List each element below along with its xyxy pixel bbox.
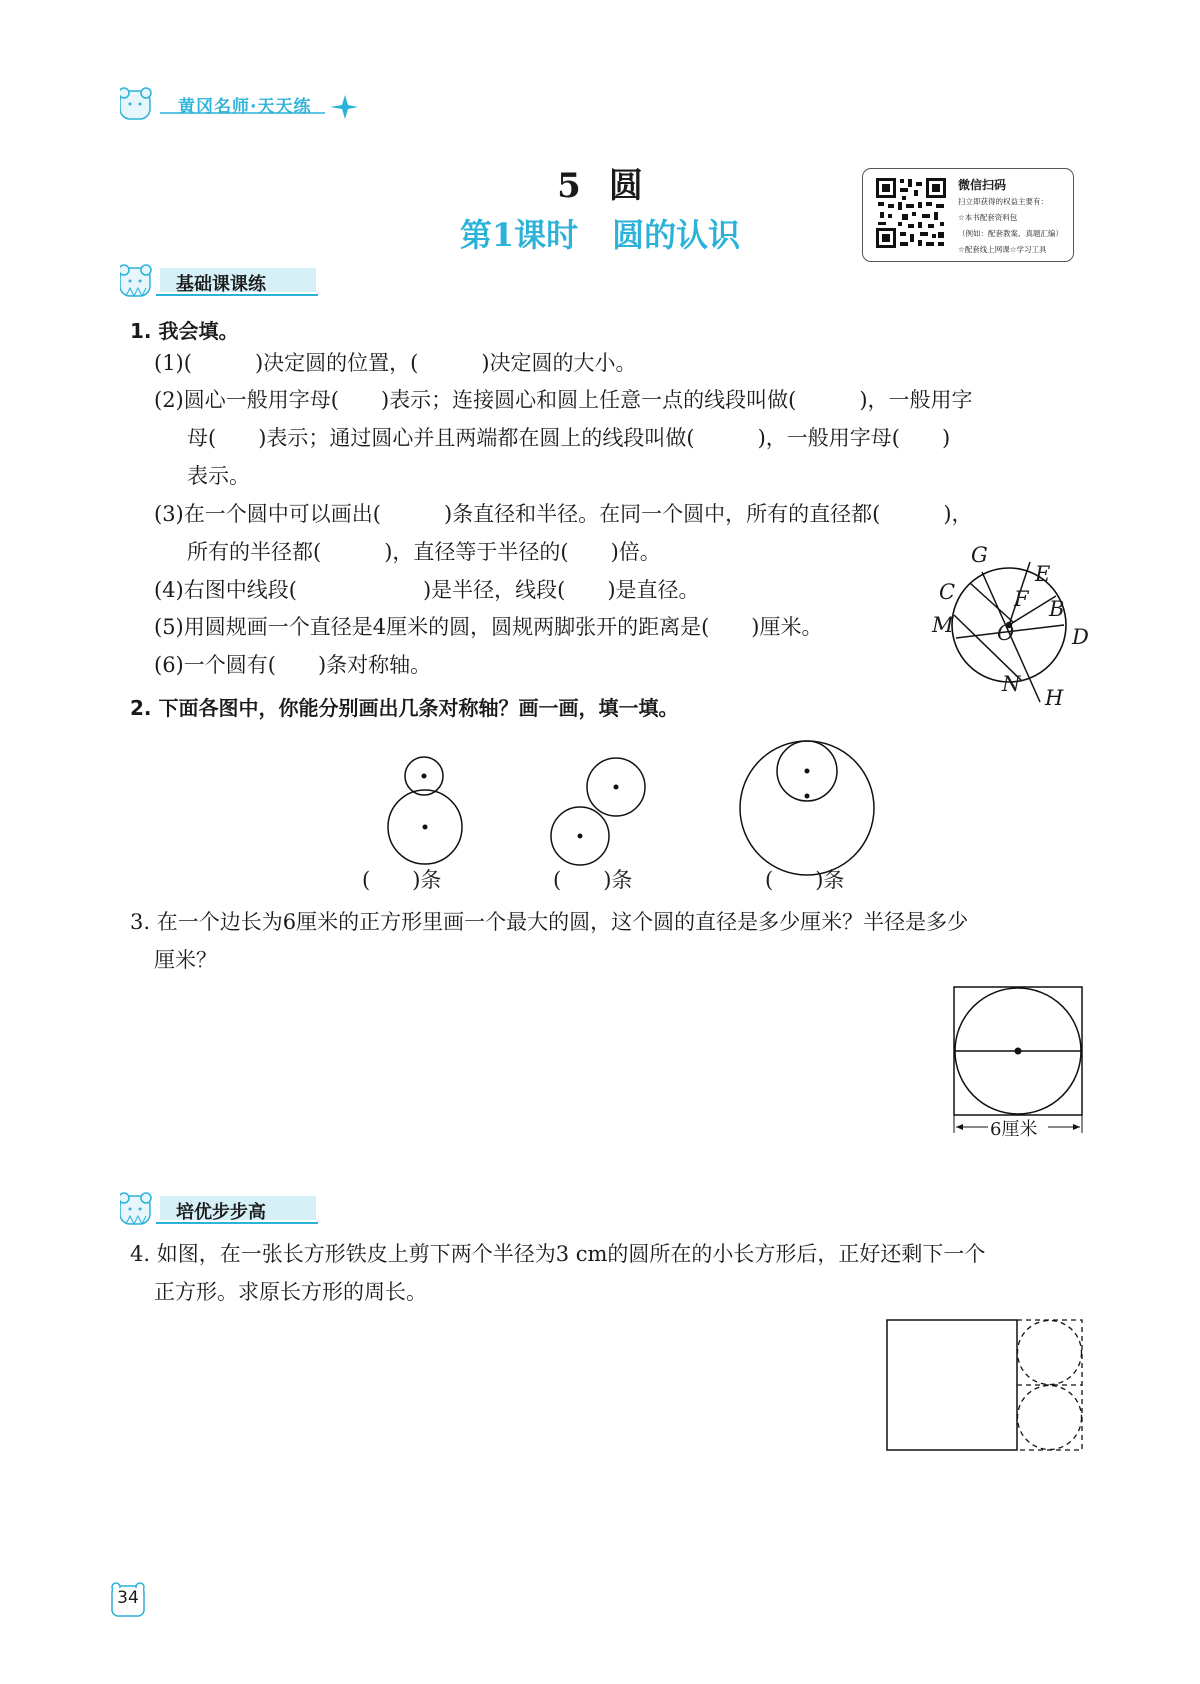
fig-label-b: B [1049,597,1065,621]
qr-line-3: （例如：配套教案、真题汇编） [958,229,1063,238]
q4-rectangle-figure [885,1318,1095,1458]
fig-label-o: O [997,621,1015,645]
q2-answer-1[interactable]: ( )条 [362,868,442,892]
fig-label-c: C [939,580,956,604]
q3-dimension-label: 6厘米 [990,1119,1038,1140]
q4-line-1: 4. 如图，在一张长方形铁皮上剪下两个半径为3 cm的圆所在的小长方形后，正好还剩下一个 [130,1242,986,1266]
q3-text-1: 3. 在一个边长为6厘米的正方形里画一个最大的圆，这个圆的直径是多少厘米？半径是多少 [130,910,969,934]
q1-title: 1. 我会填。 [130,319,239,343]
q1-item-6: (6)一个圆有( )条对称轴。 [154,653,432,677]
q1-item-1: (1)( )决定圆的位置，( )决定圆的大小。 [154,351,637,375]
q2-answer-3[interactable]: ( )条 [765,868,845,892]
fig-label-h: H [1045,686,1064,710]
header-brand-text: 黄冈名师·天天练 [178,97,312,117]
qr-line-2: ☆本书配套资料包 [958,213,1018,222]
section-basic-title: 基础课课练 [176,274,266,295]
fig-label-g: G [971,543,988,567]
q4-line-2: 正方形。求原长方形的周长。 [154,1280,427,1304]
chapter-name: 圆 [608,166,643,206]
q1-item-4: (4)右图中线段( )是半径，线段( )是直径。 [154,578,700,602]
q1-item-5: (5)用圆规画一个直径是4厘米的圆，圆规两脚张开的距离是( )厘米。 [154,615,823,639]
qr-code-icon[interactable] [874,176,948,250]
q3-square-circle-figure [952,985,1092,1135]
q1-item-2-line-2: 母( )表示；通过圆心并且两端都在圆上的线段叫做( )，一般用字母( ) [187,426,951,450]
q3-line-2: 厘米？ [154,948,217,972]
q1-item-2-line-3: 表示。 [187,464,250,488]
qr-title: 微信扫码 [958,178,1007,192]
qr-line-4: ☆配套线上网课☆学习工具 [958,245,1047,254]
q2-title: 2. 下面各图中，你能分别画出几条对称轴？画一画，填一填。 [130,696,679,720]
chapter-number: 5 [557,166,581,206]
q3-line-1 [130,912,968,933]
section-advanced-title: 培优步步高 [176,1202,266,1223]
q1-item-3-line-1: (3)在一个圆中可以画出( )条直径和半径。在同一个圆中，所有的直径都( )， [154,502,973,526]
lesson-number: 第1课时 [459,216,579,254]
q1-item-2-line-1: (2)圆心一般用字母( )表示；连接圆心和圆上任意一点的线段叫做( )，一般用字 [154,388,973,412]
q2-answer-2[interactable]: ( )条 [553,868,633,892]
fig-label-d: D [1072,625,1089,649]
q1-item-3-line-2: 所有的半径都( )，直径等于半径的( )倍。 [187,540,661,564]
fig-label-n: N [1002,672,1021,696]
fig-label-f: F [1014,587,1029,611]
page-number: 34 [117,1588,139,1608]
fig-label-e: E [1035,562,1051,586]
qr-line-1: 扫立即获得的权益主要有： [958,197,1048,206]
lesson-name: 圆的认识 [612,216,741,254]
fig-label-m: M [932,613,954,637]
q2-figures [360,735,900,885]
